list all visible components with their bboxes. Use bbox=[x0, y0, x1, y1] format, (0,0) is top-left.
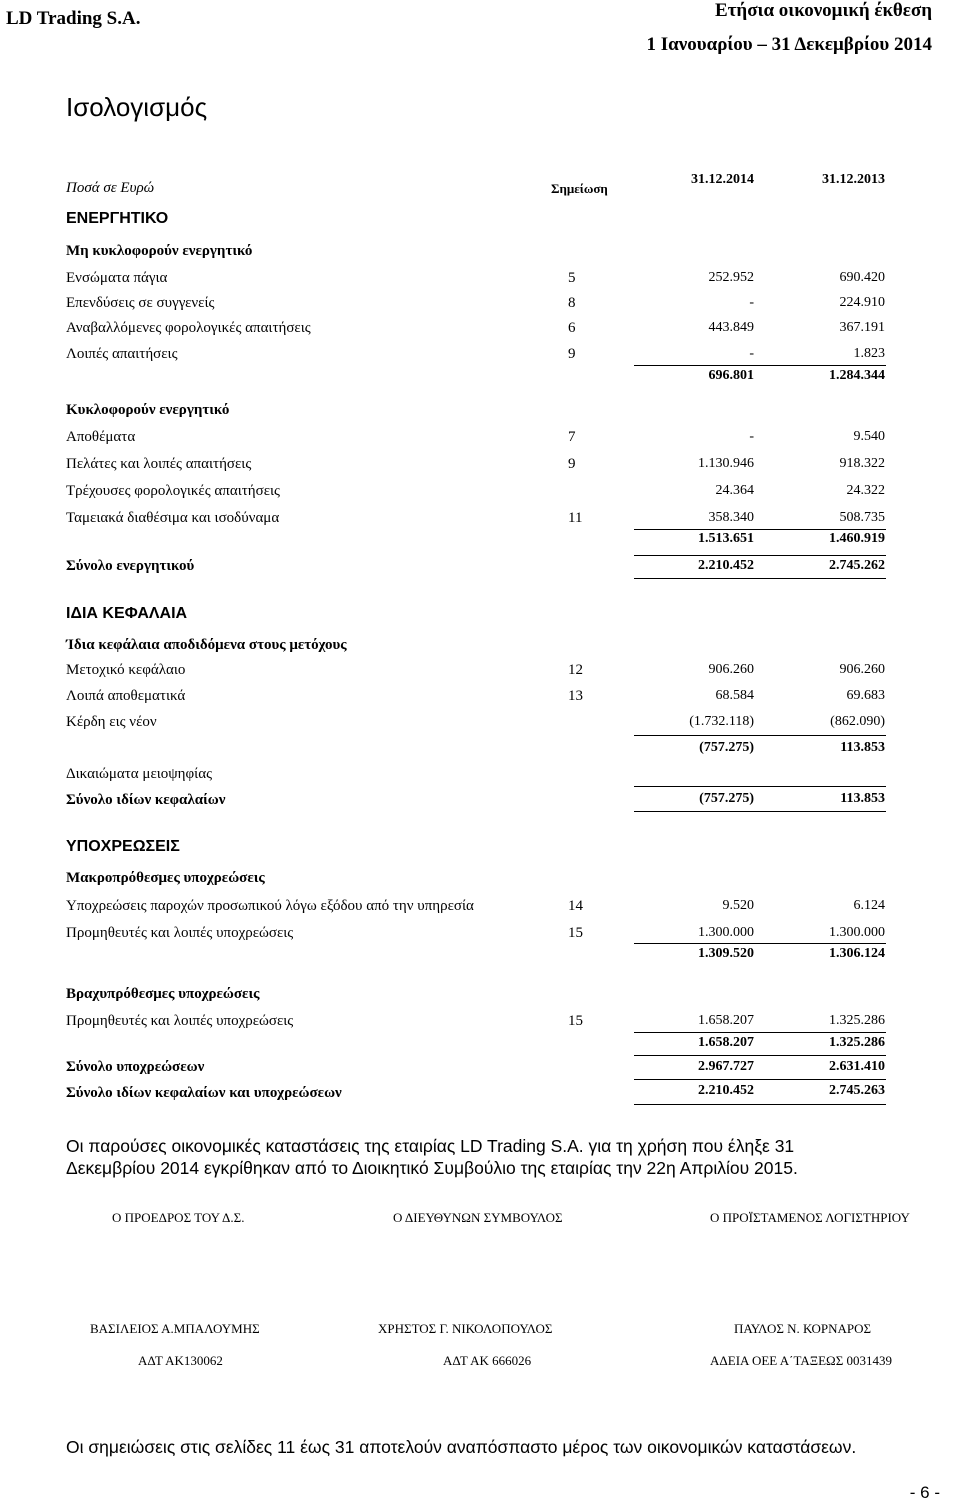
equity-subtotal-2014: (757.275) bbox=[699, 740, 754, 755]
row-value-2014: - bbox=[749, 295, 754, 310]
liabilities-total-2013: 2.631.410 bbox=[829, 1059, 885, 1074]
noncurrent-assets-heading: Μη κυκλοφορούν ενεργητικό bbox=[66, 243, 253, 259]
row-label: Τρέχουσες φορολογικές απαιτήσεις bbox=[66, 483, 280, 499]
assets-total-2013: 2.745.262 bbox=[829, 558, 885, 573]
current-assets-heading: Κυκλοφορούν ενεργητικό bbox=[66, 402, 230, 418]
row-note: 15 bbox=[568, 925, 583, 941]
page-title: Ισολογισμός bbox=[66, 92, 208, 122]
row-value-2014: 252.952 bbox=[708, 270, 754, 285]
report-title: Ετήσια οικονομική έκθεση bbox=[715, 0, 932, 21]
signatory-name-chairman: ΒΑΣΙΛΕΙΟΣ Α.ΜΠΑΛΟΥΜΗΣ bbox=[90, 1321, 260, 1336]
subtotal-rule bbox=[634, 786, 886, 787]
grand-total-2013: 2.745.263 bbox=[829, 1083, 885, 1098]
row-label: Επενδύσεις σε συγγενείς bbox=[66, 295, 215, 311]
row-value-2014: 906.260 bbox=[708, 662, 754, 677]
row-value-2014: 9.520 bbox=[722, 898, 754, 913]
row-value-2014: 1.300.000 bbox=[698, 925, 754, 940]
row-value-2013: 1.325.286 bbox=[829, 1013, 885, 1028]
row-value-2013: 6.124 bbox=[853, 898, 885, 913]
signatory-role-chairman: Ο ΠΡΟΕΔΡΟΣ ΤΟΥ Δ.Σ. bbox=[112, 1210, 245, 1225]
subtotal-rule bbox=[634, 1055, 886, 1056]
signatory-name-accountant: ΠΑΥΛΟΣ Ν. ΚΟΡΝΑΡΟΣ bbox=[734, 1321, 872, 1336]
minority-interest-label: Δικαιώματα μειοψηφίας bbox=[66, 766, 213, 782]
row-label: Ενσώματα πάγια bbox=[66, 270, 168, 286]
equity-subtotal-2013: 113.853 bbox=[840, 740, 885, 755]
total-underline bbox=[634, 1104, 886, 1105]
signatory-id-chairman: ΑΔΤ ΑΚ130062 bbox=[138, 1353, 223, 1368]
subtotal-rule bbox=[634, 1079, 886, 1080]
grand-total-2014: 2.210.452 bbox=[698, 1083, 754, 1098]
approval-line-2: Δεκεμβρίου 2014 εγκρίθηκαν από το Διοικητικό Συμβούλιο της εταιρίας την 22η Απριλίου 2015. bbox=[66, 1158, 798, 1178]
row-note: 12 bbox=[568, 662, 583, 678]
row-value-2013: 367.191 bbox=[839, 320, 885, 335]
company-name: LD Trading S.A. bbox=[6, 8, 141, 29]
approval-line-1: Οι παρούσες οικονομικές καταστάσεις της εταιρίας LD Trading S.A. για τη χρήση που έληξε 31 bbox=[66, 1136, 795, 1156]
row-label: Πελάτες και λοιπές απαιτήσεις bbox=[66, 456, 252, 472]
longterm-total-2014: 1.309.520 bbox=[698, 946, 754, 961]
current-total-2013: 1.460.919 bbox=[829, 531, 885, 546]
equity-total-label: Σύνολο ιδίων κεφαλαίων bbox=[66, 792, 226, 808]
total-underline bbox=[634, 578, 886, 579]
liabilities-total-2014: 2.967.727 bbox=[698, 1059, 754, 1074]
page-number: - 6 - bbox=[909, 1483, 940, 1502]
row-label: Προμηθευτές και λοιπές υποχρεώσεις bbox=[66, 925, 294, 941]
row-value-2013: 9.540 bbox=[853, 429, 885, 444]
noncurrent-total-2014: 696.801 bbox=[708, 368, 754, 383]
equity-total-2014: (757.275) bbox=[699, 791, 754, 806]
row-note: 9 bbox=[568, 346, 576, 362]
row-value-2014: 443.849 bbox=[708, 320, 754, 335]
row-label: Λοιπές απαιτήσεις bbox=[66, 346, 178, 362]
assets-total-label: Σύνολο ενεργητικού bbox=[66, 558, 195, 574]
row-label: Ταμειακά διαθέσιμα και ισοδύναμα bbox=[66, 510, 280, 526]
total-rule bbox=[634, 555, 886, 556]
row-value-2014: 1.658.207 bbox=[698, 1013, 754, 1028]
row-value-2014: 24.364 bbox=[715, 483, 754, 498]
row-label: Προμηθευτές και λοιπές υποχρεώσεις bbox=[66, 1013, 294, 1029]
subtotal-rule bbox=[634, 943, 886, 944]
subtotal-rule bbox=[634, 529, 886, 530]
shortterm-total-2014: 1.658.207 bbox=[698, 1035, 754, 1050]
subtotal-rule bbox=[634, 1032, 886, 1033]
grand-total-label: Σύνολο ιδίων κεφαλαίων και υποχρεώσεων bbox=[66, 1085, 342, 1101]
row-note: 7 bbox=[568, 429, 576, 445]
report-period: 1 Ιανουαρίου – 31 Δεκεμβρίου 2014 bbox=[646, 34, 932, 55]
row-note: 13 bbox=[568, 688, 583, 704]
total-underline bbox=[634, 811, 886, 812]
row-note: 8 bbox=[568, 295, 576, 311]
row-note: 11 bbox=[568, 510, 583, 526]
longterm-heading: Μακροπρόθεσμες υποχρεώσεις bbox=[66, 870, 265, 886]
row-note: 5 bbox=[568, 270, 576, 286]
note-column-header: Σημείωση bbox=[551, 181, 608, 196]
noncurrent-total-2013: 1.284.344 bbox=[829, 368, 885, 383]
row-label: Μετοχικό κεφάλαιο bbox=[66, 662, 186, 678]
subtotal-rule bbox=[634, 735, 886, 736]
assets-heading: ΕΝΕΡΓΗΤΙΚΟ bbox=[66, 210, 169, 227]
signatory-id-ceo: ΑΔΤ ΑΚ 666026 bbox=[443, 1353, 532, 1368]
row-value-2014: - bbox=[749, 346, 754, 361]
signatory-role-accountant: Ο ΠΡΟΪΣΤΑΜΕΝΟΣ ΛΟΓΙΣΤΗΡΙΟΥ bbox=[710, 1210, 910, 1225]
row-value-2013: 508.735 bbox=[839, 510, 885, 525]
row-value-2013: 224.910 bbox=[839, 295, 885, 310]
assets-total-2014: 2.210.452 bbox=[698, 558, 754, 573]
row-value-2013: 24.322 bbox=[846, 483, 885, 498]
row-note: 15 bbox=[568, 1013, 583, 1029]
current-total-2014: 1.513.651 bbox=[698, 531, 754, 546]
row-value-2013: (862.090) bbox=[830, 714, 885, 729]
equity-subheading: Ίδια κεφάλαια αποδιδόμενα στους μετόχους bbox=[66, 637, 347, 653]
signatory-id-accountant: ΑΔΕΙΑ ΟΕΕ Α΄ΤΑΞΕΩΣ 0031439 bbox=[710, 1353, 893, 1368]
shortterm-heading: Βραχυπρόθεσμες υποχρεώσεις bbox=[66, 986, 260, 1002]
equity-total-2013: 113.853 bbox=[840, 791, 885, 806]
liabilities-total-label: Σύνολο υποχρεώσεων bbox=[66, 1059, 205, 1075]
row-label: Κέρδη εις νέον bbox=[66, 714, 157, 730]
signatory-name-ceo: ΧΡΗΣΤΟΣ Γ. ΝΙΚΟΛΟΠΟΥΛΟΣ bbox=[378, 1321, 553, 1336]
row-note: 6 bbox=[568, 320, 576, 336]
row-value-2013: 69.683 bbox=[846, 688, 885, 703]
row-value-2014: (1.732.118) bbox=[689, 714, 754, 729]
year-2013-header: 31.12.2013 bbox=[822, 172, 885, 187]
year-2014-header: 31.12.2014 bbox=[691, 172, 754, 187]
row-value-2013: 1.300.000 bbox=[829, 925, 885, 940]
row-value-2013: 1.823 bbox=[853, 346, 885, 361]
row-value-2014: 68.584 bbox=[715, 688, 754, 703]
row-value-2014: 1.130.946 bbox=[698, 456, 754, 471]
row-label: Λοιπά αποθεματικά bbox=[66, 688, 186, 704]
row-label: Υποχρεώσεις παροχών προσωπικού λόγω εξόδου από την υπηρεσία bbox=[66, 898, 474, 914]
notes-statement: Οι σημειώσεις στις σελίδες 11 έως 31 αποτελούν αναπόσπαστο μέρος των οικονομικών καταστάσεων. bbox=[66, 1437, 857, 1457]
row-note: 14 bbox=[568, 898, 583, 914]
row-value-2013: 918.322 bbox=[839, 456, 885, 471]
equity-heading: ΙΔΙΑ ΚΕΦΑΛΑΙΑ bbox=[66, 605, 188, 622]
row-value-2014: 358.340 bbox=[708, 510, 754, 525]
row-value-2014: - bbox=[749, 429, 754, 444]
row-value-2013: 690.420 bbox=[839, 270, 885, 285]
signatory-role-ceo: Ο ΔΙΕΥΘΥΝΩΝ ΣΥΜΒΟΥΛΟΣ bbox=[393, 1210, 563, 1225]
row-note: 9 bbox=[568, 456, 576, 472]
row-value-2013: 906.260 bbox=[839, 662, 885, 677]
liabilities-heading: ΥΠΟΧΡΕΩΣΕΙΣ bbox=[66, 838, 180, 855]
row-label: Αποθέματα bbox=[66, 429, 136, 445]
currency-label: Ποσά σε Ευρώ bbox=[66, 180, 155, 196]
shortterm-total-2013: 1.325.286 bbox=[829, 1035, 885, 1050]
longterm-total-2013: 1.306.124 bbox=[829, 946, 885, 961]
row-label: Αναβαλλόμενες φορολογικές απαιτήσεις bbox=[66, 320, 311, 336]
subtotal-rule bbox=[634, 365, 886, 366]
